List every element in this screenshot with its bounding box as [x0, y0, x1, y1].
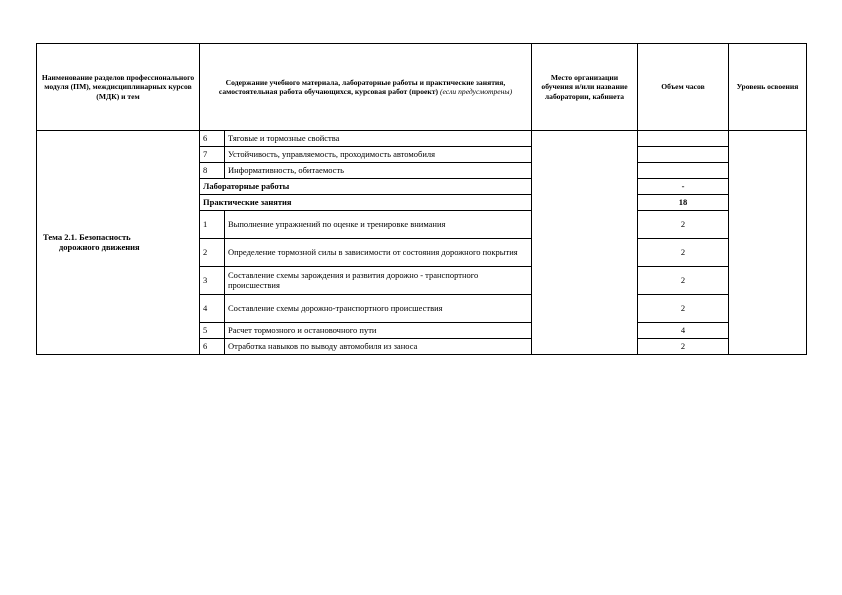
row-hours [638, 131, 729, 147]
row-number: 4 [200, 295, 225, 323]
row-number: 6 [200, 339, 225, 355]
row-text: Составление схемы дорожно-транспортного происшествия [225, 295, 532, 323]
row-hours: 2 [638, 295, 729, 323]
row-number: 7 [200, 147, 225, 163]
row-number: 3 [200, 267, 225, 295]
row-hours: 2 [638, 239, 729, 267]
place-cell [532, 131, 638, 355]
topic-cell: Тема 2.1. Безопасность дорожного движения [37, 131, 200, 355]
row-number: 6 [200, 131, 225, 147]
lab-label: Лабораторные работы [200, 179, 532, 195]
row-text: Расчет тормозного и остановочного пути [225, 323, 532, 339]
row-hours: 2 [638, 339, 729, 355]
row-text: Отработка навыков по выводу автомобиля из заноса [225, 339, 532, 355]
row-number: 1 [200, 211, 225, 239]
row-hours: 4 [638, 323, 729, 339]
row-number: 8 [200, 163, 225, 179]
header-row [37, 44, 807, 131]
practice-hours: 18 [638, 195, 729, 211]
row-text: Тяговые и тормозные свойства [225, 131, 532, 147]
row-hours [638, 163, 729, 179]
curriculum-table [36, 43, 807, 355]
row-number: 5 [200, 323, 225, 339]
row-hours: 2 [638, 211, 729, 239]
row-text: Выполнение упражнений по оценке и тренировке внимания [225, 211, 532, 239]
header-content: Содержание учебного материала, лабораторные работы и практические занятия, самостоятельная работа обучающихся, курсовая работ (проект) (если предусмотрены) [200, 44, 532, 131]
row-text: Информативность, обитаемость [225, 163, 532, 179]
row-hours: 2 [638, 267, 729, 295]
header-place: Место организации обучения и/или название лаборатории, кабинета [532, 44, 638, 131]
lab-hours: - [638, 179, 729, 195]
row-number: 2 [200, 239, 225, 267]
practice-label: Практические занятия [200, 195, 532, 211]
header-section: Наименование разделов профессионального модуля (ПМ), междисциплинарных курсов (МДК) и тем [37, 44, 200, 131]
header-hours: Объем часов [638, 44, 729, 131]
row-text: Определение тормозной силы в зависимости от состояния дорожного покрытия [225, 239, 532, 267]
level-cell [729, 131, 807, 355]
header-level: Уровень освоения [729, 44, 807, 131]
row-hours [638, 147, 729, 163]
row-text: Составление схемы зарождения и развития дорожно - транспортного происшествия [225, 267, 532, 295]
row-text: Устойчивость, управляемость, проходимость автомобиля [225, 147, 532, 163]
table-row [37, 131, 807, 147]
